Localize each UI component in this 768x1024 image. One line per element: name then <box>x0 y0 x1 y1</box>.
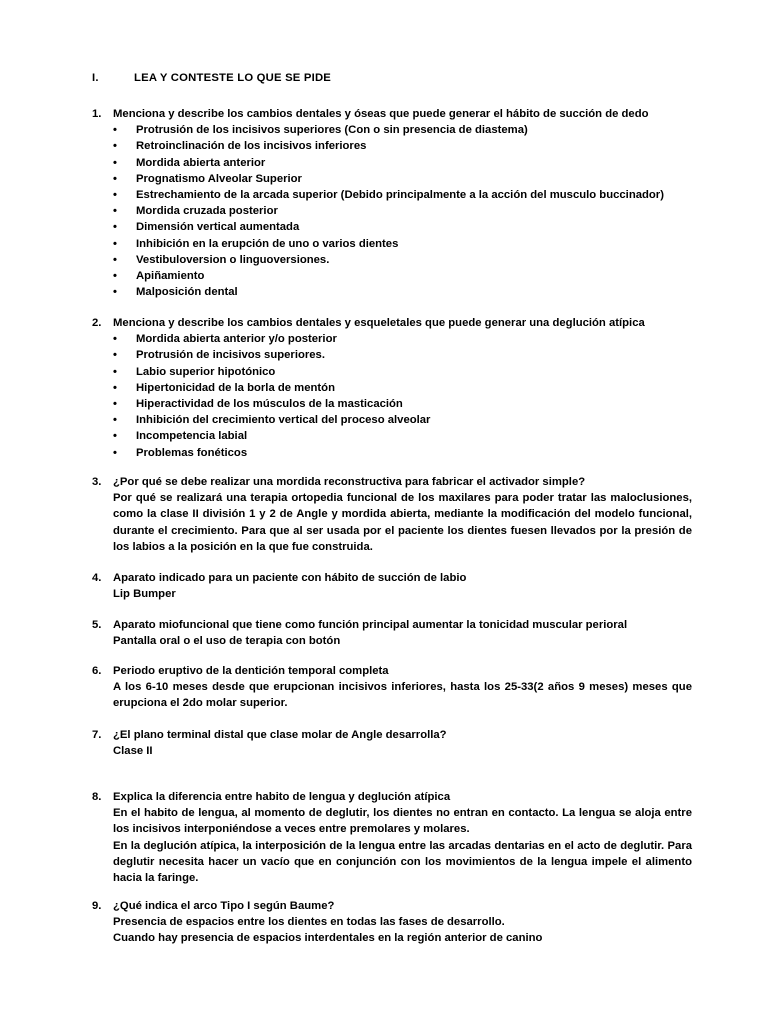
answer-list <box>92 122 692 300</box>
section-title: LEA Y CONTESTE LO QUE SE PIDE <box>134 72 332 84</box>
bullet-icon: • <box>113 140 117 153</box>
bullet-icon: • <box>113 124 117 137</box>
question-3 <box>92 474 692 555</box>
list-item-text: Apiñamiento <box>136 270 205 283</box>
list-item-text: Labio superior hipotónico <box>136 365 276 378</box>
list-item <box>113 252 692 268</box>
list-item <box>113 412 692 428</box>
list-item <box>113 331 692 347</box>
bullet-icon: • <box>113 172 117 185</box>
list-item <box>113 347 692 363</box>
question-number: 4. <box>92 572 102 584</box>
bullet-icon: • <box>113 156 117 169</box>
answer-text: A los 6-10 meses desde que erupcionan incisivos inferiores, hasta los 25-33(2 años 9 meses) meses que erupciona el 2do molar superior. <box>113 681 692 710</box>
list-item <box>113 284 692 300</box>
question-9 <box>92 898 692 947</box>
bullet-icon: • <box>113 270 117 283</box>
answer-list <box>92 331 692 461</box>
question-text: Aparato indicado para un paciente con hábito de succión de labio <box>113 572 467 584</box>
question-number: 3. <box>92 476 102 488</box>
answer-text: Lip Bumper <box>113 588 176 601</box>
list-item-text: Mordida abierta anterior y/o posterior <box>136 333 337 346</box>
bullet-icon: • <box>113 253 117 266</box>
question-number: 7. <box>92 729 102 741</box>
list-item-text: Hiperactividad de los músculos de la masticación <box>136 398 403 411</box>
list-item <box>113 155 692 171</box>
list-item-text: Incompetencia labial <box>136 430 248 443</box>
question-1 <box>92 106 692 300</box>
bullet-icon: • <box>113 446 117 459</box>
question-text: Aparato miofuncional que tiene como función principal aumentar la tonicidad muscular perioral <box>113 619 628 631</box>
list-item-text: Protrusión de incisivos superiores. <box>136 349 325 362</box>
list-item-text: Estrechamiento de la arcada superior (Debido principalmente a la acción del musculo buccinador) <box>136 189 664 202</box>
question-text: ¿Qué indica el arco Tipo I según Baume? <box>113 900 335 912</box>
question-7 <box>92 727 692 759</box>
list-item-text: Problemas fonéticos <box>136 446 248 459</box>
bullet-icon: • <box>113 333 117 346</box>
list-item-text: Inhibición del crecimiento vertical del proceso alveolar <box>136 414 431 427</box>
list-item-text: Hipertonicidad de la borla de mentón <box>136 381 335 394</box>
question-text: Menciona y describe los cambios dentales y esqueletales que puede generar una deglución atípica <box>113 317 645 329</box>
question-text: ¿El plano terminal distal que clase molar de Angle desarrolla? <box>113 729 447 741</box>
bullet-icon: • <box>113 237 117 250</box>
bullet-icon: • <box>113 221 117 234</box>
list-item <box>113 268 692 284</box>
question-6 <box>92 663 692 712</box>
list-item <box>113 219 692 235</box>
bullet-icon: • <box>113 349 117 362</box>
list-item <box>113 187 692 203</box>
list-item-text: Mordida cruzada posterior <box>136 205 278 218</box>
answer-text: Pantalla oral o el uso de terapia con botón <box>113 635 341 648</box>
section-number: I. <box>92 72 99 84</box>
list-item-text: Prognatismo Alveolar Superior <box>136 172 302 185</box>
list-item-text: Retroinclinación de los incisivos inferiores <box>136 140 367 153</box>
question-4 <box>92 570 692 602</box>
question-2 <box>92 315 692 461</box>
question-text: Menciona y describe los cambios dentales y óseas que puede generar el hábito de succión de dedo <box>113 108 649 120</box>
bullet-icon: • <box>113 189 117 202</box>
answer-paragraph: Cuando hay presencia de espacios interdentales en la región anterior de canino <box>113 932 543 945</box>
list-item <box>113 171 692 187</box>
question-text: Explica la diferencia entre habito de lengua y deglución atípica <box>113 791 451 803</box>
answer-paragraph: En el habito de lengua, al momento de deglutir, los dientes no entran en contacto. La lengua se aloja entre los incisivos interponiéndose a veces entre premolares y molares. <box>113 807 692 836</box>
bullet-icon: • <box>113 286 117 299</box>
question-number: 8. <box>92 791 102 803</box>
list-item <box>113 445 692 461</box>
question-text: ¿Por qué se debe realizar una mordida reconstructiva para fabricar el activador simple? <box>113 476 586 488</box>
list-item-text: Malposición dental <box>136 286 238 299</box>
bullet-icon: • <box>113 365 117 378</box>
list-item-text: Protrusión de los incisivos superiores (Con o sin presencia de diastema) <box>136 124 528 137</box>
bullet-icon: • <box>113 205 117 218</box>
question-8 <box>92 789 692 886</box>
list-item <box>113 428 692 444</box>
question-number: 9. <box>92 900 102 912</box>
list-item <box>113 236 692 252</box>
answer-paragraph: Presencia de espacios entre los dientes en todas las fases de desarrollo. <box>113 916 505 929</box>
question-number: 1. <box>92 108 102 120</box>
answer-text: Por qué se realizará una terapia ortopedia funcional de los maxilares para poder tratar las maloclusiones, como la clase II división 1 y 2 de Angle y mordida abierta, mediante la modificación del modelo funcional, durante el crecimiento. Para que al ser usada por el paciente los dientes fuesen llevados por la presión de los labios a la posición en la que fue construida. <box>113 492 692 553</box>
question-number: 2. <box>92 317 102 329</box>
list-item <box>113 203 692 219</box>
list-item <box>113 122 692 138</box>
list-item-text: Vestibuloversion o linguoversiones. <box>136 253 330 266</box>
question-5 <box>92 617 692 649</box>
question-text: Periodo eruptivo de la dentición temporal completa <box>113 665 389 677</box>
list-item-text: Inhibición en la erupción de uno o varios dientes <box>136 237 399 250</box>
list-item <box>113 364 692 380</box>
bullet-icon: • <box>113 398 117 411</box>
list-item <box>113 138 692 154</box>
list-item-text: Dimensión vertical aumentada <box>136 221 300 234</box>
list-item <box>113 380 692 396</box>
bullet-icon: • <box>113 430 117 443</box>
list-item-text: Mordida abierta anterior <box>136 156 266 169</box>
list-item <box>113 396 692 412</box>
answer-paragraph: En la deglución atípica, la interposición de la lengua entre las arcadas dentarias en el acto de deglutir. Para deglutir necesita hacer un vacío que en conjunción con los movimientos de la lengua impele el alimento hacia la faringe. <box>113 839 692 885</box>
answer-text: Clase II <box>113 745 153 758</box>
question-number: 5. <box>92 619 102 631</box>
bullet-icon: • <box>113 414 117 427</box>
question-number: 6. <box>92 665 102 677</box>
bullet-icon: • <box>113 381 117 394</box>
